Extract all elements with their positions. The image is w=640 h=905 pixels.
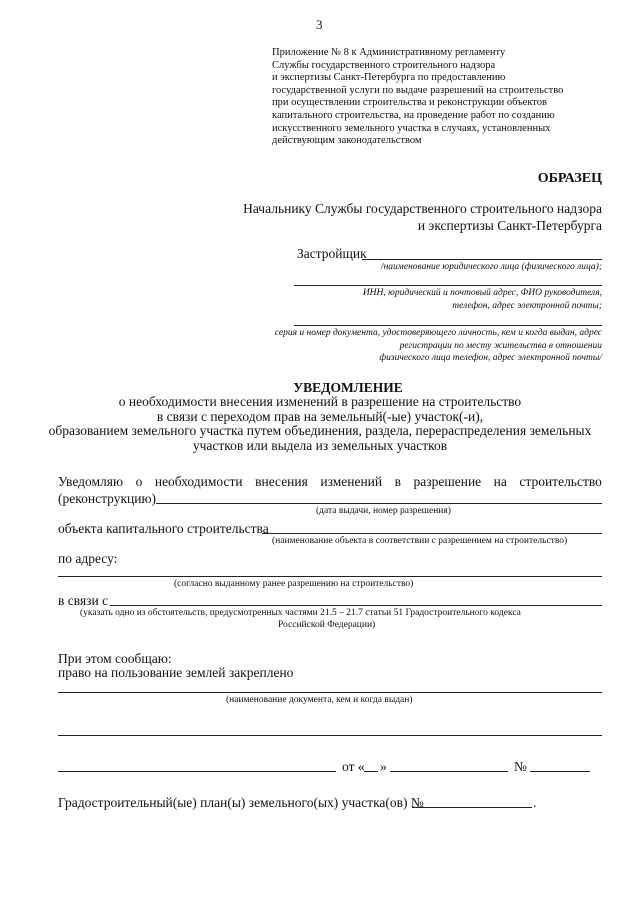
doc-number-field[interactable] <box>530 771 590 772</box>
notify-word: на <box>493 474 507 489</box>
address-hint: (согласно выданному ранее разрешению на строительство) <box>174 579 414 589</box>
developer-hint-3b: регистрации по месту жительства в отношении <box>399 341 602 351</box>
developer-details-field[interactable] <box>294 285 602 286</box>
appendix-block <box>272 47 563 148</box>
notify-word: Уведомляю <box>58 474 124 489</box>
permit-date-hint: (дата выдачи, номер разрешения) <box>316 506 451 516</box>
notice-sub-3: образованием земельного участка путем объединения, раздела, перераспределения земельных <box>48 423 592 439</box>
land-right-text: право на пользование землей закреплено <box>58 665 294 680</box>
object-hint: (наименование объекта в соответствии с разрешением на строительство) <box>272 536 568 546</box>
notice-sub-2: в связи с переходом прав на земельный(-ые) участок(-и), <box>156 408 484 424</box>
appendix-line: действующим законодательством <box>272 135 422 147</box>
due-field[interactable] <box>110 605 602 606</box>
object-label: объекта капитального строительства <box>58 521 269 536</box>
inform-text: При этом сообщаю: <box>58 651 172 666</box>
from-quote-close: » <box>380 759 387 774</box>
address-label: по адресу: <box>58 551 118 566</box>
object-name-field[interactable] <box>262 533 602 534</box>
developer-label: Застройщик <box>297 246 367 261</box>
addressee-line-2: и экспертизы Санкт-Петербурга <box>417 218 602 233</box>
notify-word: разрешение <box>413 474 482 489</box>
notice-sub-4: участков или выдела из земельных участков <box>192 437 448 453</box>
month-year-field[interactable] <box>390 771 508 772</box>
developer-name-field[interactable] <box>362 259 602 260</box>
land-doc-field-2[interactable] <box>58 735 602 736</box>
land-doc-hint: (наименование документа, кем и когда выдан) <box>226 695 413 705</box>
developer-id-field[interactable] <box>294 325 602 326</box>
appendix-line: при осуществлении строительства и реконструкции объектов <box>272 97 547 109</box>
appendix-line: искусственного земельного участка в случаях, установленных <box>272 122 551 134</box>
developer-hint-2b: телефон, адрес электронной почты; <box>452 301 602 311</box>
appendix-line: Приложение № 8 к Административному регламенту <box>272 47 506 58</box>
notify-word: изменений <box>320 474 383 489</box>
notify-word: внесения <box>255 474 308 489</box>
notice-sub-1: о необходимости внесения изменений в разрешение на строительство <box>118 394 522 410</box>
address-field[interactable] <box>58 576 602 577</box>
notify-word: о <box>135 474 143 489</box>
gpzu-end: . <box>533 795 537 810</box>
notify-word: строительство <box>519 474 602 489</box>
developer-hint-3c: физического лица телефон, адрес электронной почты/ <box>379 353 602 363</box>
gpzu-number-field[interactable] <box>412 807 532 808</box>
issuer-field[interactable] <box>58 771 336 772</box>
permit-date-field[interactable] <box>156 503 602 504</box>
due-label: в связи с <box>58 593 109 608</box>
appendix-line: Службы государственного строительного надзора <box>272 59 496 71</box>
notify-word: в <box>394 474 402 489</box>
notice-block <box>40 381 600 453</box>
developer-hint-2a: ИНН, юридический и почтовый адрес, ФИО руководителя, <box>362 288 602 298</box>
sample-label: ОБРАЗЕЦ <box>537 171 602 186</box>
appendix-line: государственной услуги по выдаче разрешений на строительство <box>272 84 564 96</box>
due-hint-2: Российской Федерации) <box>278 620 376 630</box>
reconstruction-label: (реконструкцию) <box>58 491 157 506</box>
page-number: 3 <box>316 17 323 32</box>
notify-line <box>58 474 602 490</box>
due-hint-1: (указать одно из обстоятельств, предусмотренных частями 21.5 – 21.7 статьи 51 Градостроительного кодекса <box>80 608 521 618</box>
appendix-line: капитального строительства, на проведение работ по созданию <box>272 109 555 121</box>
notify-word: необходимости <box>154 474 243 489</box>
number-label: № <box>514 759 527 774</box>
appendix-line: и экспертизы Санкт-Петербурга по предоставлению <box>272 72 506 84</box>
developer-hint-1: /наименование юридического лица (физического лица); <box>380 262 602 272</box>
gpzu-label: Градостроительный(ые) план(ы) земельного(ых) участка(ов) № <box>58 795 424 810</box>
notice-title: УВЕДОМЛЕНИЕ <box>293 380 403 395</box>
addressee-line-1: Начальнику Службы государственного строительного надзора <box>243 201 602 216</box>
land-doc-field[interactable] <box>58 692 602 693</box>
from-label: от « <box>342 759 365 774</box>
developer-hint-3a: серия и номер документа, удостоверяющего личность, кем и когда выдан, адрес <box>274 328 602 338</box>
day-field[interactable] <box>364 771 378 772</box>
